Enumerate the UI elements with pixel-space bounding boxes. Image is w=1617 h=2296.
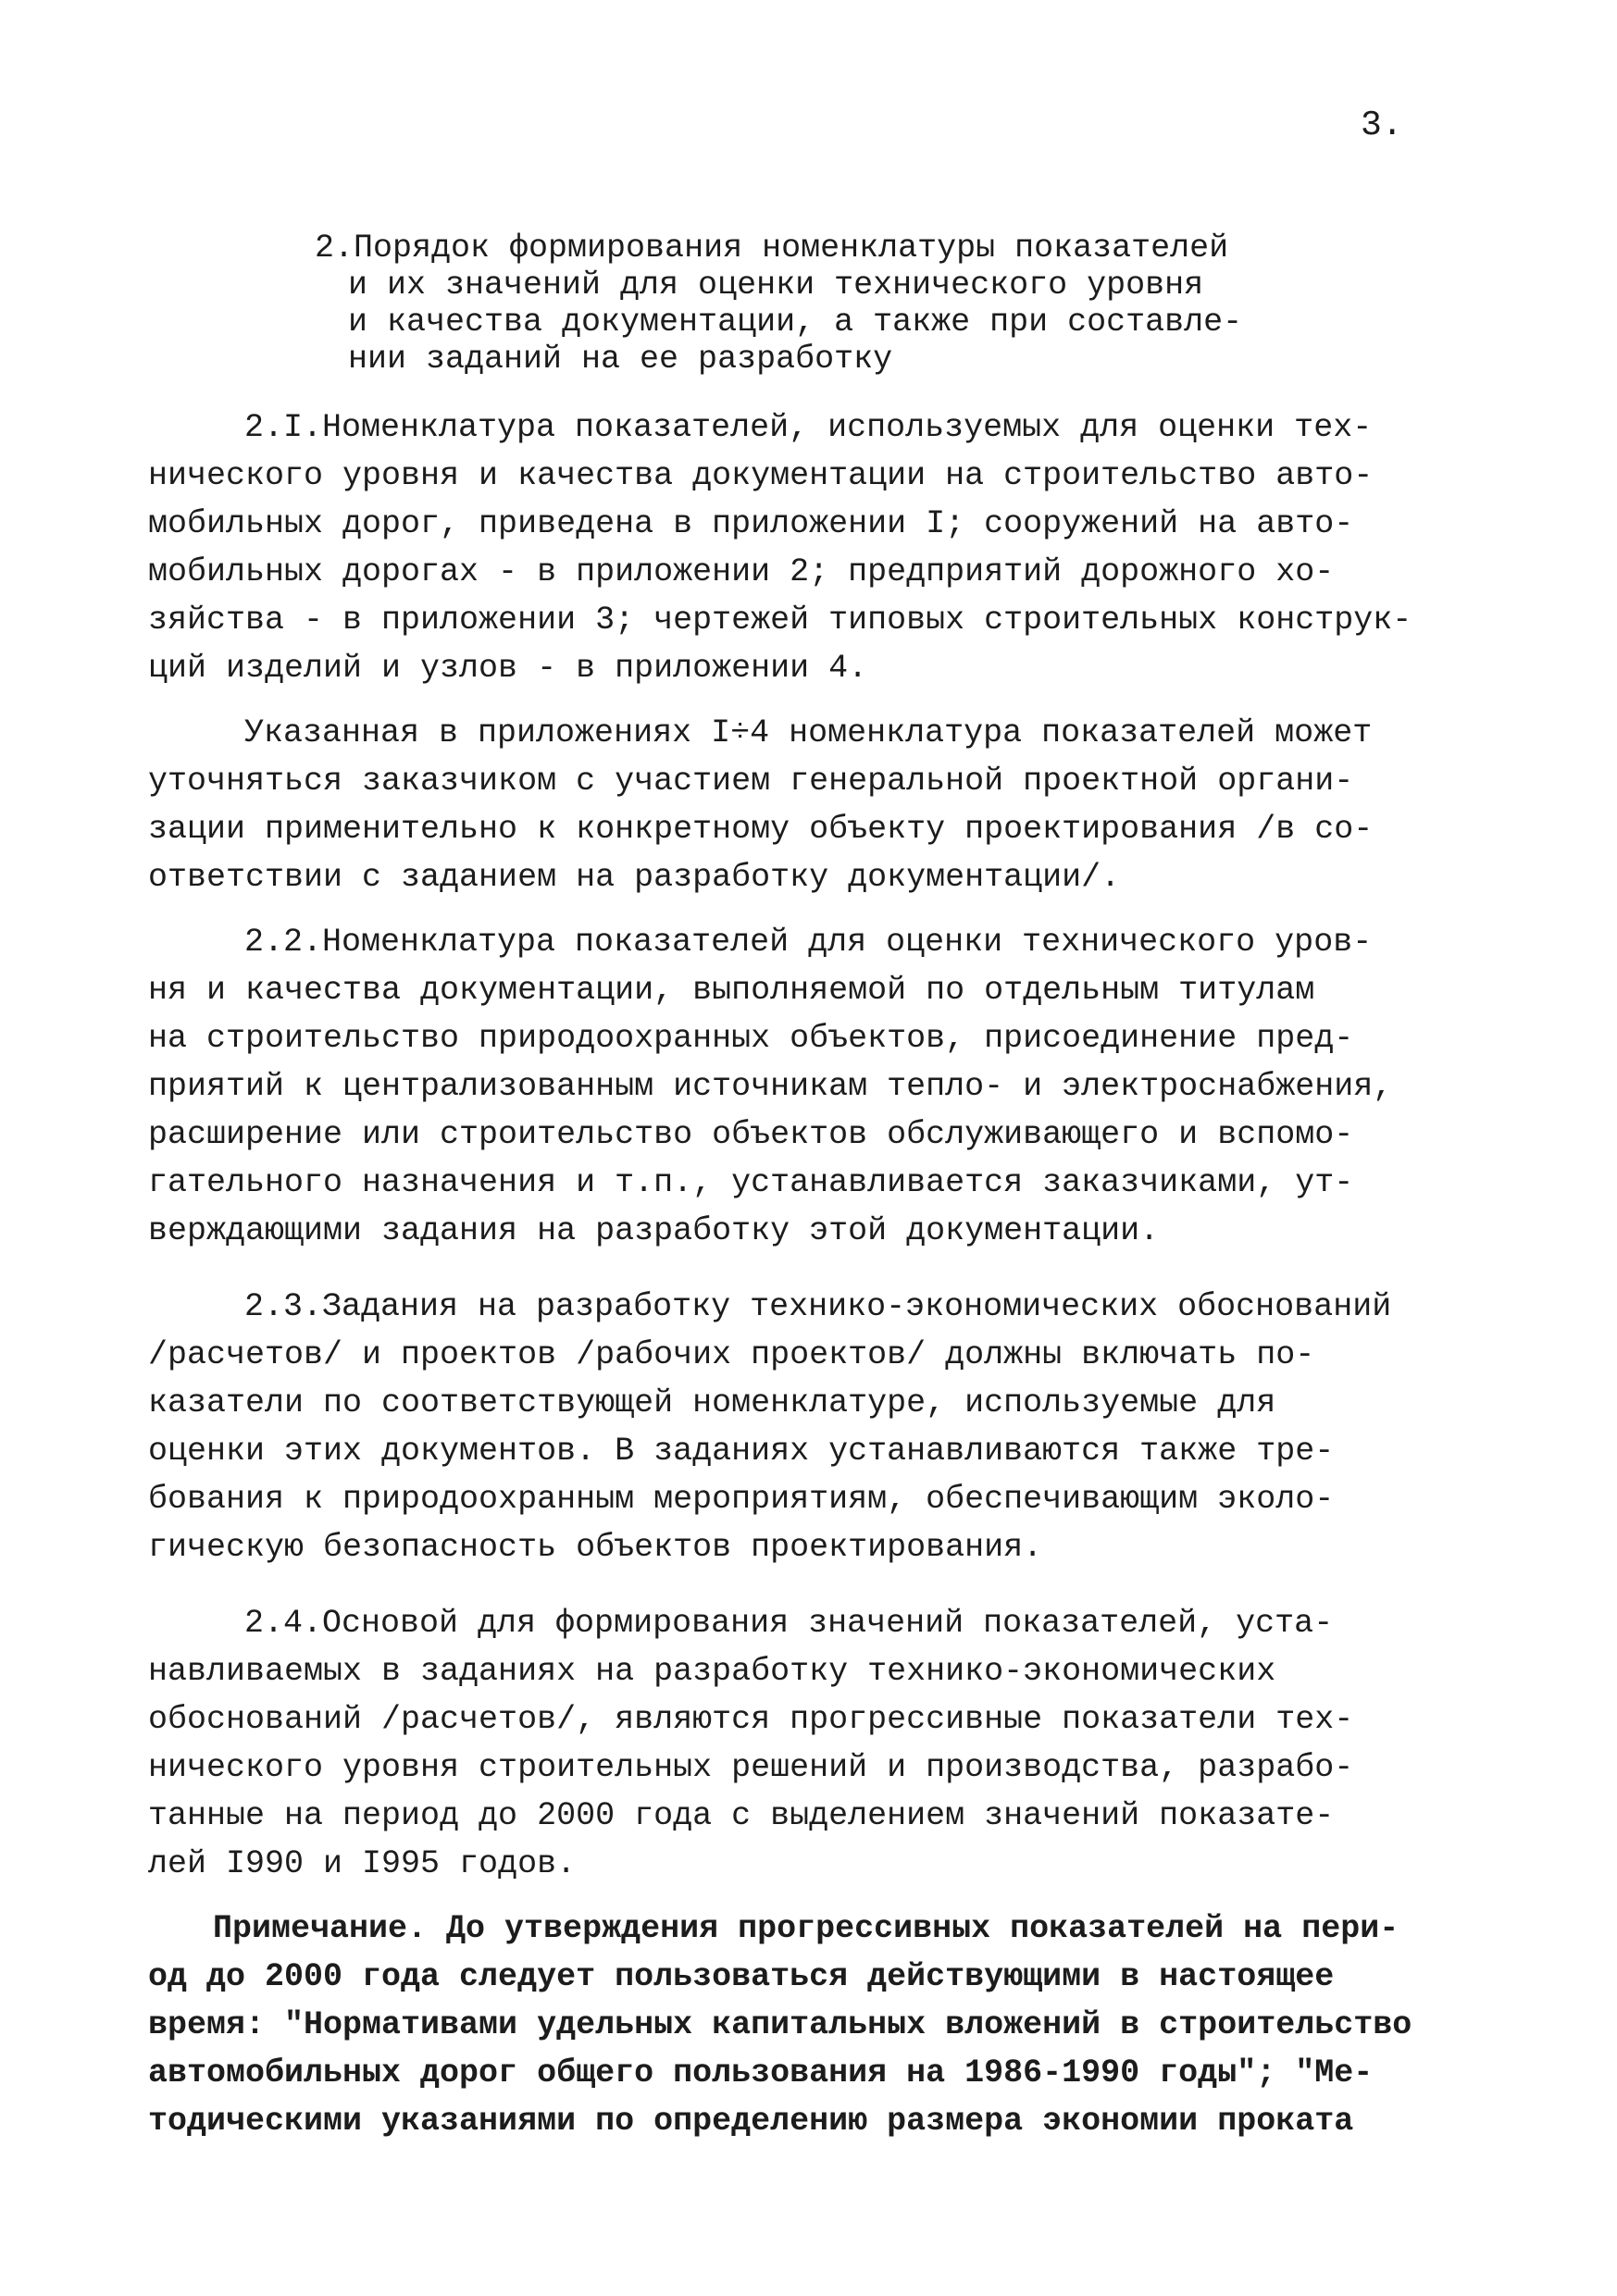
paragraph-appendix-note [148,709,1444,901]
text-line: мобильных дорог, приведена в приложении I; сооружений на авто- [148,505,1354,542]
text-line: ня и качества документации, выполняемой по отдельным титулам [148,972,1315,1009]
note-line: тодическими указаниями по определению размера экономии проката [148,2103,1354,2140]
text-line: лей I990 и I995 годов. [148,1845,577,1882]
note-line: время: "Нормативами удельных капитальных вложений в строительство [148,2006,1412,2043]
text-line: нического уровня строительных решений и производства, разрабо- [148,1749,1354,1786]
text-line: обоснований /расчетов/, являются прогрессивные показатели тех- [148,1701,1354,1738]
text-line: гическую безопасность объектов проектирования. [148,1529,1043,1566]
paragraph-2-3 [148,1283,1444,1571]
section-title [315,230,1296,378]
note-block [148,1905,1444,2145]
text-line: 2.3.Задания на разработку технико-экономических обоснований [244,1288,1392,1325]
text-line: гательного назначения и т.п., устанавливается заказчиками, ут- [148,1164,1354,1201]
text-line: нического уровня и качества документации на строительство авто- [148,457,1374,494]
note-line: од до 2000 года следует пользоваться действующими в настоящее [148,1958,1335,1995]
text-line: ций изделий и узлов - в приложении 4. [148,650,868,687]
text-line: на строительство природоохранных объектов, присоединение пред- [148,1020,1354,1057]
text-line: зяйства - в приложении 3; чертежей типовых строительных конструк- [148,602,1412,639]
document-body [148,403,1444,2145]
text-line: мобильных дорогах - в приложении 2; предприятий дорожного хо- [148,553,1335,590]
text-line: навливаемых в заданиях на разработку технико-экономических [148,1653,1276,1690]
title-line: и их значений для оценки технического уровня [348,267,1204,304]
paragraph-2-2 [148,918,1444,1255]
text-line: верждающими задания на разработку этой документации. [148,1212,1160,1249]
paragraph-2-4 [148,1599,1444,1888]
text-line: танные на период до 2000 года с выделением значений показате- [148,1797,1335,1834]
text-line: 2.4.Основой для формирования значений показателей, уста- [244,1605,1334,1642]
title-line: 2.Порядок формирования номенклатуры показателей [315,230,1229,267]
title-line: и качества документации, а также при составле- [348,304,1243,341]
text-line: казатели по соответствующей номенклатуре, используемые для [148,1384,1276,1421]
text-line: ответствии с заданием на разработку документации/. [148,859,1121,896]
text-line: бования к природоохранным мероприятиям, обеспечивающим эколо- [148,1481,1335,1518]
text-line: расширение или строительство объектов обслуживающего и вспомо- [148,1116,1354,1153]
title-line: нии заданий на ее разработку [348,341,893,378]
page-number: 3. [1361,105,1403,145]
text-line: уточняться заказчиком с участием генеральной проектной органи- [148,763,1354,800]
text-line: 2.I.Номенклатура показателей, используемых для оценки тех- [244,409,1373,446]
text-line: приятий к централизованным источникам тепло- и электроснабжения, [148,1068,1393,1105]
text-line: зации применительно к конкретному объекту проектирования /в со- [148,811,1374,848]
text-line: Указанная в приложениях I÷4 номенклатура показателей может [244,714,1373,751]
text-line: оценки этих документов. В заданиях устанавливаются также тре- [148,1433,1335,1470]
text-line: /расчетов/ и проектов /рабочих проектов/ должны включать по- [148,1336,1315,1373]
note-line: Примечание. До утверждения прогрессивных показателей на пери- [213,1910,1399,1947]
note-line: автомобильных дорог общего пользования на 1986-1990 годы"; "Ме- [148,2054,1374,2091]
paragraph-2-1 [148,403,1444,692]
text-line: 2.2.Номенклатура показателей для оценки технического уров- [244,924,1373,961]
